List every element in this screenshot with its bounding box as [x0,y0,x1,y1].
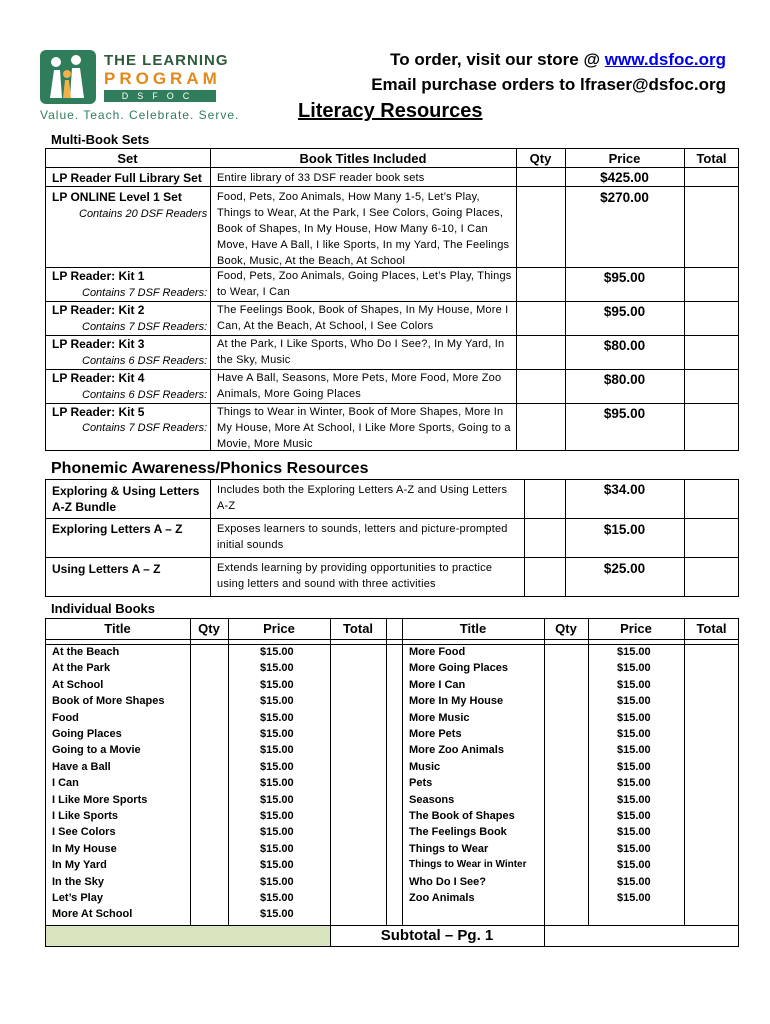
book-title: More Food [409,646,466,658]
resource-name: Exploring & Using Letters A-Z Bundle [52,484,200,514]
book-price: $15.00 [260,711,294,724]
qty-input[interactable] [191,662,227,678]
book-title: I See Colors [52,826,116,839]
book-price: $15.00 [617,695,651,708]
set-name: LP Reader: Kit 2 [52,303,145,317]
book-title: Going to a Movie [52,744,141,757]
qty-input[interactable] [191,695,227,711]
book-price: $15.00 [617,678,651,691]
set-price: $425.00 [600,170,649,185]
book-title: Have a Ball [52,760,111,773]
book-price: $15.00 [260,842,294,855]
qty-input[interactable] [516,267,566,302]
qty-input[interactable] [545,761,587,777]
order-instruction [390,50,726,70]
set-price: $95.00 [603,406,646,421]
set-contains: Contains 7 DSF Readers: [82,321,208,333]
logo-line-1: THE LEARNING [104,52,229,69]
header-title: Title [459,621,487,636]
book-price: $15.00 [617,646,651,658]
resource-price: $34.00 [603,482,646,497]
qty-input[interactable] [191,859,227,875]
book-title: More Pets [409,728,462,740]
header-price: Price [263,621,295,636]
book-title: At the Beach [52,646,120,658]
book-price: $15.00 [617,842,651,855]
qty-input[interactable] [516,403,566,451]
store-link[interactable]: www.dsfoc.org [604,50,726,69]
book-price: $15.00 [260,744,294,757]
qty-input[interactable] [545,810,587,826]
book-title: At the Park [52,662,111,675]
book-title: Pets [409,777,433,790]
qty-input[interactable] [524,557,566,597]
book-title: I Like Sports [52,810,119,822]
set-contains: Contains 20 DSF Readers [79,208,208,220]
qty-input[interactable] [191,908,227,924]
book-price: $15.00 [617,777,651,790]
book-price: $15.00 [617,711,651,724]
qty-input[interactable] [516,335,566,370]
book-price: $15.00 [260,777,294,790]
set-price: $80.00 [603,372,646,387]
set-titles: The Feelings Book, Book of Shapes, In My House, More I Can, At the Beach, At School, I See Colors [217,304,509,332]
book-price: $15.00 [260,859,294,872]
subtotal-input[interactable] [545,926,738,946]
header-price: Price [620,621,652,636]
qty-input[interactable] [545,712,587,728]
qty-input[interactable] [191,876,227,892]
qty-input[interactable] [191,744,227,760]
header-total: Total [696,621,727,636]
qty-input[interactable] [545,728,587,744]
set-name: LP Reader: Kit 5 [52,405,145,419]
set-contains: Contains 6 DSF Readers: [82,389,208,401]
book-price: $15.00 [617,875,651,888]
book-title: In the Sky [52,875,104,888]
book-price: $15.00 [617,859,651,872]
book-title: More Going Places [409,662,509,675]
book-price: $15.00 [260,908,294,921]
qty-input[interactable] [191,679,227,695]
qty-input[interactable] [191,843,227,859]
qty-input[interactable] [516,186,566,268]
resource-price: $25.00 [603,561,646,576]
set-name: LP Reader: Kit 4 [52,371,145,385]
book-price: $15.00 [617,826,651,839]
qty-input[interactable] [545,662,587,678]
set-price: $270.00 [600,190,649,205]
email-instruction: Email purchase orders to lfraser@dsfoc.org [371,75,726,94]
qty-input[interactable] [191,777,227,793]
qty-input[interactable] [545,646,587,662]
qty-input[interactable] [545,859,587,875]
qty-input[interactable] [545,826,587,842]
book-title: Let’s Play [52,892,103,904]
qty-input[interactable] [545,679,587,695]
book-price: $15.00 [260,892,294,904]
book-title: Things to Wear [409,842,489,855]
book-title: In My House [52,842,117,855]
individual-section-label: Individual Books [51,601,156,616]
qty-input[interactable] [545,794,587,810]
book-price: $15.00 [260,875,294,888]
set-titles: Food, Pets, Zoo Animals, Going Places, Let’s Play, Things to Wear, I Can [217,270,512,298]
header-qty: Qty [198,621,220,636]
resource-name: Using Letters A – Z [52,562,161,576]
qty-input[interactable] [545,843,587,859]
qty-input[interactable] [191,810,227,826]
book-price: $15.00 [617,760,651,773]
book-title: Zoo Animals [409,892,475,904]
book-title: I Can [52,777,79,790]
book-title: Book of More Shapes [52,695,165,708]
book-price: $15.00 [260,793,294,806]
book-price: $15.00 [260,760,294,773]
book-title: At School [52,678,104,691]
set-price: $95.00 [603,304,646,319]
book-title: More In My House [409,695,504,708]
book-title: More At School [52,908,133,921]
header-total: Total [342,621,374,636]
book-title: Food [52,711,79,724]
set-titles: Have A Ball, Seasons, More Pets, More Food, More Zoo Animals, More Going Places [217,372,502,400]
header-book-titles: Book Titles Included [299,151,427,166]
set-titles: Things to Wear in Winter, Book of More Shapes, More In My House, More At School, I Like More Sports, Going to a Movie, More Music [217,406,511,450]
book-price: $15.00 [617,662,651,675]
header-title: Title [104,621,131,636]
set-contains: Contains 6 DSF Readers: [82,355,208,367]
logo-bar: DSFOC [104,90,216,102]
qty-input[interactable] [191,728,227,744]
book-title: More Zoo Animals [409,744,504,757]
qty-input[interactable] [545,876,587,892]
subtotal-shaded-cell [46,926,330,946]
header-set: Set [117,151,138,166]
book-price: $15.00 [260,662,294,675]
qty-input[interactable] [191,712,227,728]
set-price: $80.00 [603,338,646,353]
book-title: In My Yard [52,859,107,872]
subtotal-label: Subtotal – Pg. 1 [380,927,494,944]
book-title: Things to Wear in Winter [409,859,527,871]
book-price: $15.00 [260,695,294,708]
program-logo [40,50,240,122]
book-title: The Book of Shapes [409,810,515,822]
book-title: I Like More Sports [52,793,148,806]
qty-input[interactable] [191,892,227,908]
qty-input[interactable] [524,479,566,519]
header-price: Price [608,151,641,166]
set-name: LP ONLINE Level 1 Set [52,190,182,204]
qty-input[interactable] [545,744,587,760]
set-name: LP Reader Full Library Set [52,171,202,185]
qty-input[interactable] [545,777,587,793]
resource-desc: Extends learning by providing opportunities to practice using letters and sound with three activities [217,562,493,590]
book-title: Music [409,760,441,773]
set-titles: At the Park, I Like Sports, Who Do I See?, In My Yard, In the Sky, Music [217,338,505,366]
book-price: $15.00 [617,810,651,822]
qty-input[interactable] [545,695,587,711]
book-price: $15.00 [260,826,294,839]
qty-input[interactable] [191,826,227,842]
set-contains: Contains 7 DSF Readers: [82,287,208,299]
page-title: Literacy Resources [298,100,483,122]
qty-input[interactable] [191,794,227,810]
qty-input[interactable] [516,369,566,404]
book-price: $15.00 [260,678,294,691]
logo-tagline: Value. Teach. Celebrate. Serve. [40,108,240,122]
family-logo-icon [40,50,96,104]
book-title: Who Do I See? [409,875,486,888]
book-price: $15.00 [617,744,651,757]
header-qty: Qty [529,151,552,166]
book-price: $15.00 [617,793,651,806]
resource-desc: Includes both the Exploring Letters A-Z and Using Letters A-Z [217,484,508,512]
phonics-section-label: Phonemic Awareness/Phonics Resources [51,460,369,477]
qty-input[interactable] [516,301,566,336]
order-prefix: To order, visit our store @ [390,50,605,69]
book-price: $15.00 [260,646,294,658]
book-price: $15.00 [260,728,294,740]
resource-name: Exploring Letters A – Z [52,522,183,536]
set-name: LP Reader: Kit 1 [52,269,145,283]
multibook-section-label: Multi-Book Sets [51,132,150,147]
book-price: $15.00 [617,892,651,904]
resource-desc: Exposes learners to sounds, letters and picture-prompted initial sounds [217,523,508,551]
book-title: Going Places [52,728,122,740]
set-titles: Entire library of 33 DSF reader book sets [217,172,425,184]
book-title: The Feelings Book [409,826,507,839]
book-title: More I Can [409,678,466,691]
qty-input[interactable] [524,518,566,558]
header-qty: Qty [555,621,577,636]
qty-input[interactable] [191,761,227,777]
resource-price: $15.00 [603,522,646,537]
qty-input[interactable] [191,646,227,662]
qty-input[interactable] [516,167,566,187]
set-price: $95.00 [603,270,646,285]
header-total: Total [696,151,727,166]
set-titles: Food, Pets, Zoo Animals, How Many 1-5, Let’s Play, Things to Wear, At the Park, I See Colors, Going Places, Book of Shapes, In My House, How Many 6-10, I Can Move, Have A Ball, I like Sports, In my Yard, The Feelings Book, Music, At the Beach, At School [217,191,510,267]
logo-line-2: PROGRAM [104,69,221,88]
qty-input[interactable] [545,892,587,908]
book-title: Seasons [409,793,455,806]
book-price: $15.00 [260,810,294,822]
book-price: $15.00 [617,728,651,740]
set-name: LP Reader: Kit 3 [52,337,145,351]
book-title: More Music [409,711,470,724]
set-contains: Contains 7 DSF Readers: [82,422,208,434]
